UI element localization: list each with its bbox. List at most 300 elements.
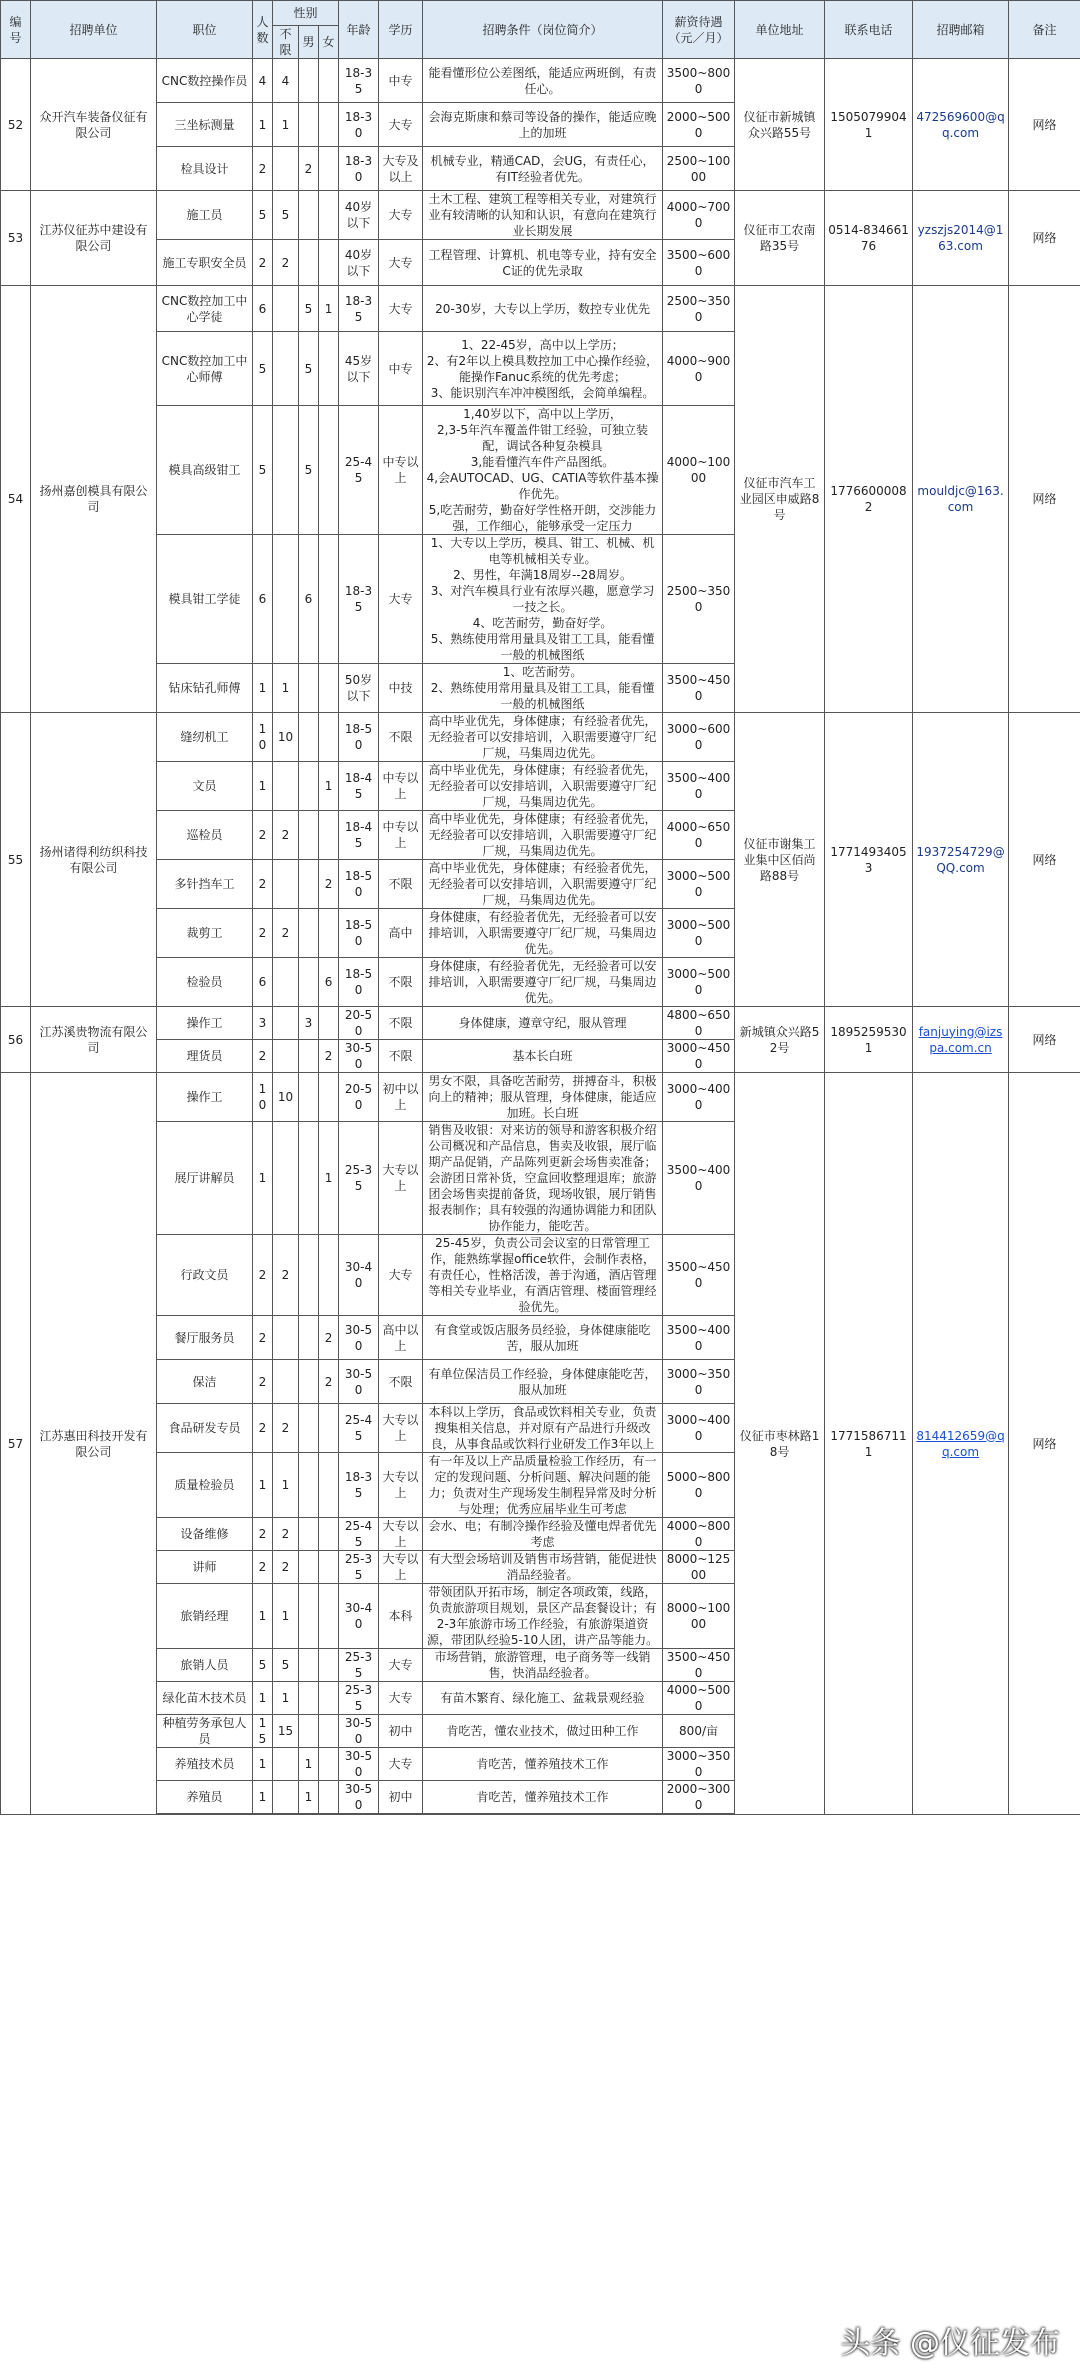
cell-note: 网络: [1009, 286, 1080, 713]
cell-age: 50岁以下: [339, 664, 379, 713]
cell-age: 18-30: [339, 103, 379, 147]
cell-count: 2: [253, 860, 273, 909]
cell-age: 25-35: [339, 1649, 379, 1682]
cell-count: 2: [253, 1360, 273, 1404]
cell-edu: 大专及以上: [379, 147, 423, 191]
cell-cond: 肯吃苦，懂养殖技术工作: [423, 1781, 663, 1814]
cell-position: CNC数控加工中心师傅: [157, 332, 253, 406]
cell-address: 仪征市工农南路35号: [735, 191, 825, 286]
cell-salary: 3000~5000: [663, 909, 735, 958]
cell-gender-male: [299, 103, 319, 147]
cell-count: 1: [253, 664, 273, 713]
cell-cond: 机械专业，精通CAD，会UG，有责任心，有IT经验者优先。: [423, 147, 663, 191]
cell-age: 18-50: [339, 909, 379, 958]
cell-edu: 中专: [379, 332, 423, 406]
cell-age: 18-35: [339, 59, 379, 103]
cell-age: 25-45: [339, 406, 379, 535]
cell-gender-any: 1: [273, 103, 299, 147]
cell-salary: 4000~8000: [663, 1518, 735, 1551]
cell-gender-female: [319, 811, 339, 860]
cell-gender-any: 2: [273, 811, 299, 860]
table-row: [1, 191, 1080, 240]
cell-gender-male: [299, 1453, 319, 1518]
cell-gender-male: [299, 860, 319, 909]
cell-salary: 8000~12500: [663, 1551, 735, 1584]
cell-gender-any: 2: [273, 1518, 299, 1551]
cell-count: 1: [253, 1781, 273, 1814]
header-row-1: [1, 1, 1080, 26]
cell-cond: 20-30岁，大专以上学历，数控专业优先: [423, 286, 663, 332]
cell-cond: 1、22-45岁，高中以上学历； 2、有2年以上模具数控加工中心操作经验，能操作Fanuc系统的优先考虑； 3、能识别汽车冲冲模图纸，会简单编程。: [423, 332, 663, 406]
cell-salary: 3000~4000: [663, 1073, 735, 1122]
cell-gender-female: 2: [319, 1360, 339, 1404]
cell-age: 30-50: [339, 1781, 379, 1814]
cell-address: 仪征市谢集工业集中区佰尚路88号: [735, 713, 825, 1007]
cell-gender-any: [273, 1007, 299, 1040]
cell-position: 施工专职安全员: [157, 240, 253, 286]
cell-salary: 3500~4000: [663, 762, 735, 811]
cell-count: 2: [253, 147, 273, 191]
cell-salary: 4000~6500: [663, 811, 735, 860]
cell-edu: 大专: [379, 1235, 423, 1316]
cell-position: 养殖技术员: [157, 1748, 253, 1781]
cell-position: 施工员: [157, 191, 253, 240]
cell-age: 25-35: [339, 1682, 379, 1715]
cell-cond: 1、大专以上学历，模具、钳工、机械、机电等机械相关专业。 2、男性，年满18周岁--28周岁。 3、对汽车模具行业有浓厚兴趣，愿意学习一技之长。 4、吃苦耐劳，勤奋好学。 5、熟练使用常用量具及钳工工具，能看懂一般的机械图纸: [423, 535, 663, 664]
cell-gender-any: 1: [273, 1584, 299, 1649]
cell-gender-any: 2: [273, 240, 299, 286]
cell-salary: 3000~5000: [663, 860, 735, 909]
cell-gender-female: [319, 909, 339, 958]
cell-count: 6: [253, 958, 273, 1007]
cell-salary: 2500~3500: [663, 286, 735, 332]
cell-salary: 3000~6000: [663, 713, 735, 762]
cell-count: 2: [253, 909, 273, 958]
cell-gender-male: 6: [299, 535, 319, 664]
cell-gender-female: 1: [319, 1122, 339, 1235]
cell-gender-any: [273, 406, 299, 535]
header-address: 单位地址: [735, 1, 825, 59]
header-gender-female: 女: [319, 26, 339, 59]
cell-gender-any: [273, 147, 299, 191]
cell-position: 钻床钻孔师傅: [157, 664, 253, 713]
cell-age: 40岁以下: [339, 240, 379, 286]
cell-edu: 大专以上: [379, 1551, 423, 1584]
cell-gender-female: [319, 1682, 339, 1715]
cell-position: 裁剪工: [157, 909, 253, 958]
cell-edu: 中专以上: [379, 811, 423, 860]
cell-gender-male: [299, 909, 319, 958]
cell-salary: 800/亩: [663, 1715, 735, 1748]
cell-age: 20-50: [339, 1007, 379, 1040]
cell-cond: 有食堂或饭店服务员经验，身体健康能吃苦，服从加班: [423, 1316, 663, 1360]
cell-gender-female: [319, 332, 339, 406]
cell-age: [339, 1814, 379, 1815]
cell-phone: 0514-83466176: [825, 191, 913, 286]
cell-edu: 初中以上: [379, 1073, 423, 1122]
cell-no: 56: [1, 1007, 31, 1073]
cell-email: 1937254729@QQ.com: [913, 713, 1009, 1007]
cell-count: 1: [253, 103, 273, 147]
cell-cond: 肯吃苦，懂农业技术，做过田种工作: [423, 1715, 663, 1748]
cell-gender-male: [299, 240, 319, 286]
cell-phone: 18952595301: [825, 1007, 913, 1073]
cell-gender-female: 2: [319, 1316, 339, 1360]
cell-gender-male: 1: [299, 1748, 319, 1781]
cell-salary: 5000~8000: [663, 1453, 735, 1518]
cell-gender-any: [273, 1748, 299, 1781]
header-gender: 性别: [273, 1, 339, 26]
cell-cond: 身体健康，有经验者优先，无经验者可以安排培训，入职需要遵守厂纪厂规，马集周边优先。: [423, 958, 663, 1007]
cell-cond: 1,40岁以下，高中以上学历， 2,3-5年汽车覆盖件钳工经验，可独立装配，调试各种复杂模具 3,能看懂汽车件产品图纸。 4,会AUTOCAD、UG、CATIA等软件基本操作优先。 5,吃苦耐劳，勤奋好学性格开朗，交涉能力强，工作细心，能够承受一定压力: [423, 406, 663, 535]
header-phone: 联系电话: [825, 1, 913, 59]
cell-gender-female: [319, 1584, 339, 1649]
cell-age: 30-50: [339, 1040, 379, 1073]
cell-age: 18-50: [339, 713, 379, 762]
cell-age: 20-50: [339, 1073, 379, 1122]
cell-gender-any: 2: [273, 1235, 299, 1316]
cell-count: 6: [253, 286, 273, 332]
cell-count: 5: [253, 332, 273, 406]
header-no: 编号: [1, 1, 31, 59]
cell-gender-female: [319, 59, 339, 103]
cell-gender-female: [319, 1007, 339, 1040]
cell-position: 质量检验员: [157, 1453, 253, 1518]
cell-gender-female: 1: [319, 286, 339, 332]
cell-edu: 本科: [379, 1584, 423, 1649]
cell-edu: [379, 1814, 423, 1815]
cell-gender-female: [319, 406, 339, 535]
cell-gender-male: [299, 1040, 319, 1073]
cell-note: 网络: [1009, 191, 1080, 286]
cell-count: 1: [253, 1682, 273, 1715]
cell-edu: 大专以上: [379, 1404, 423, 1453]
cell-gender-any: [273, 535, 299, 664]
cell-cond: 销售及收银：对来访的领导和游客积极介绍公司概况和产品信息，售卖及收银，展厅临期产品促销，产品陈列更新会场售卖准备；会游团日常补货，空盒回收整理退库；旅游团会场售卖提前备货，现场收银，展厅销售报表制作；具有较强的沟通协调能力和团队协作能力，能吃苦。: [423, 1122, 663, 1235]
cell-position: 旅销人员: [157, 1649, 253, 1682]
cell-note: 网络: [1009, 1073, 1080, 1815]
cell-position: 养殖员: [157, 1781, 253, 1814]
cell-edu: 高中: [379, 909, 423, 958]
table-row: [1, 1073, 1080, 1122]
cell-age: 40岁以下: [339, 191, 379, 240]
cell-age: 25-35: [339, 1122, 379, 1235]
cell-salary: [663, 1814, 735, 1815]
cell-gender-male: [299, 762, 319, 811]
cell-gender-female: [319, 713, 339, 762]
table-row: [1, 1007, 1080, 1040]
header-note: 备注: [1009, 1, 1080, 59]
cell-count: 10: [253, 1073, 273, 1122]
cell-email: fanjuying@izspa.com.cn: [913, 1007, 1009, 1073]
cell-position: 讲师: [157, 1551, 253, 1584]
cell-gender-female: [319, 1649, 339, 1682]
cell-cond: 男女不限，具备吃苦耐劳，拼搏奋斗，积极向上的精神；服从管理，身体健康，能适应加班。长白班: [423, 1073, 663, 1122]
cell-age: 18-45: [339, 811, 379, 860]
cell-gender-any: [273, 1122, 299, 1235]
cell-salary: 3000~4000: [663, 1404, 735, 1453]
cell-position: 三坐标测量: [157, 103, 253, 147]
cell-gender-male: [299, 1814, 319, 1815]
header-gender-male: 男: [299, 26, 319, 59]
cell-cond: 有大型会场培训及销售市场营销，能促进快消品经验者。: [423, 1551, 663, 1584]
cell-count: 1: [253, 762, 273, 811]
cell-gender-male: [299, 1235, 319, 1316]
cell-phone: 17715867111: [825, 1073, 913, 1815]
cell-count: 2: [253, 1551, 273, 1584]
cell-edu: 中专以上: [379, 762, 423, 811]
cell-gender-any: 15: [273, 1715, 299, 1748]
cell-email: 814412659@qq.com: [913, 1073, 1009, 1815]
cell-gender-male: [299, 958, 319, 1007]
cell-gender-any: [273, 860, 299, 909]
cell-count: 2: [253, 1404, 273, 1453]
cell-position: 理货员: [157, 1040, 253, 1073]
cell-gender-any: 1: [273, 1453, 299, 1518]
cell-gender-male: [299, 1551, 319, 1584]
cell-cond: 土木工程、建筑工程等相关专业，对建筑行业有较清晰的认知和认识，有意向在建筑行业长期发展: [423, 191, 663, 240]
cell-gender-male: [299, 191, 319, 240]
cell-position: 保洁: [157, 1360, 253, 1404]
cell-gender-female: [319, 1235, 339, 1316]
cell-gender-male: [299, 1073, 319, 1122]
header-email: 招聘邮箱: [913, 1, 1009, 59]
cell-count: 3: [253, 1007, 273, 1040]
cell-cond: 市场营销，旅游管理，电子商务等一线销售，快消品经验者。: [423, 1649, 663, 1682]
cell-salary: 3500~6000: [663, 240, 735, 286]
cell-position: 旅销经理: [157, 1584, 253, 1649]
cell-position: 绿化苗木技术员: [157, 1682, 253, 1715]
cell-edu: 大专以上: [379, 1453, 423, 1518]
cell-gender-male: [299, 1715, 319, 1748]
cell-edu: 中专以上: [379, 406, 423, 535]
cell-salary: 4000~9000: [663, 332, 735, 406]
cell-company: 江苏仪征苏中建设有限公司: [31, 191, 157, 286]
cell-edu: 初中: [379, 1715, 423, 1748]
cell-gender-any: 4: [273, 59, 299, 103]
cell-count: 2: [253, 240, 273, 286]
cell-gender-male: [299, 1360, 319, 1404]
cell-edu: 不限: [379, 1360, 423, 1404]
cell-salary: 3000~4500: [663, 1040, 735, 1073]
cell-gender-female: [319, 240, 339, 286]
cell-cond: 高中毕业优先，身体健康；有经验者优先，无经验者可以安排培训，入职需要遵守厂纪厂规，马集周边优先。: [423, 860, 663, 909]
cell-cond: 有苗木繁育、绿化施工、盆栽景观经验: [423, 1682, 663, 1715]
cell-count: 1: [253, 1122, 273, 1235]
cell-no: 53: [1, 191, 31, 286]
cell-edu: 高中以上: [379, 1316, 423, 1360]
cell-position: CNC数控操作员: [157, 59, 253, 103]
cell-cond: 高中毕业优先，身体健康；有经验者优先，无经验者可以安排培训，入职需要遵守厂纪厂规，马集周边优先。: [423, 762, 663, 811]
cell-cond: 本科以上学历，食品或饮料相关专业，负责搜集相关信息，并对原有产品进行升级改良，从事食品或饮料行业研发工作3年以上: [423, 1404, 663, 1453]
cell-edu: 大专: [379, 191, 423, 240]
cell-cond: 带领团队开拓市场，制定各项政策，线路，负责旅游项目规划，景区产品套餐设计；有2-3年旅游市场工作经验，有旅游渠道资源，带团队经验5-10人团，讲产品等能力。: [423, 1584, 663, 1649]
cell-edu: 大专: [379, 535, 423, 664]
cell-gender-male: [299, 1316, 319, 1360]
cell-count: 5: [253, 1649, 273, 1682]
cell-gender-male: 5: [299, 332, 319, 406]
header-gender-any: 不限: [273, 26, 299, 59]
cell-edu: 大专以上: [379, 1122, 423, 1235]
cell-no: 57: [1, 1073, 31, 1815]
cell-position: 行政文员: [157, 1235, 253, 1316]
cell-cond: 基本长白班: [423, 1040, 663, 1073]
cell-age: 18-35: [339, 1453, 379, 1518]
cell-gender-male: [299, 664, 319, 713]
cell-position: 餐厅服务员: [157, 1316, 253, 1360]
cell-note: 网络: [1009, 59, 1080, 191]
cell-position: 种植劳务承包人员: [157, 1715, 253, 1748]
cell-age: 18-50: [339, 958, 379, 1007]
cell-gender-male: [299, 713, 319, 762]
cell-company: 扬州嘉创模具有限公司: [31, 286, 157, 713]
cell-no: 52: [1, 59, 31, 191]
cell-gender-male: 5: [299, 406, 319, 535]
cell-no: 54: [1, 286, 31, 713]
cell-gender-any: 5: [273, 1649, 299, 1682]
cell-edu: 不限: [379, 860, 423, 909]
cell-count: 6: [253, 535, 273, 664]
cell-gender-any: 5: [273, 191, 299, 240]
cell-gender-female: 2: [319, 1040, 339, 1073]
cell-edu: 中技: [379, 664, 423, 713]
header-position: 职位: [157, 1, 253, 59]
cell-count: 2: [253, 1518, 273, 1551]
cell-phone: 17714934053: [825, 713, 913, 1007]
cell-edu: 大专: [379, 1682, 423, 1715]
header-count: 人数: [253, 1, 273, 59]
cell-position: 模具钳工学徒: [157, 535, 253, 664]
cell-no: 55: [1, 713, 31, 1007]
cell-gender-any: [273, 762, 299, 811]
cell-edu: 初中: [379, 1781, 423, 1814]
cell-gender-female: [319, 1715, 339, 1748]
cell-salary: 3500~4500: [663, 1235, 735, 1316]
cell-position: 检具设计: [157, 147, 253, 191]
cell-salary: 4800~6500: [663, 1007, 735, 1040]
cell-gender-female: [319, 1518, 339, 1551]
cell-count: 5: [253, 406, 273, 535]
cell-age: 30-50: [339, 1360, 379, 1404]
cell-count: 4: [253, 59, 273, 103]
cell-salary: 3500~4000: [663, 1316, 735, 1360]
header-cond: 招聘条件（岗位简介）: [423, 1, 663, 59]
cell-position: 展厅讲解员: [157, 1122, 253, 1235]
cell-age: 30-50: [339, 1715, 379, 1748]
cell-count: 1: [253, 1748, 273, 1781]
cell-gender-female: [319, 664, 339, 713]
cell-address: 仪征市汽车工业园区申威路8号: [735, 286, 825, 713]
cell-cond: 高中毕业优先，身体健康；有经验者优先，无经验者可以安排培训，入职需要遵守厂纪厂规，马集周边优先。: [423, 713, 663, 762]
table-row: [1, 286, 1080, 332]
cell-cond: 会水、电；有制冷操作经验及懂电焊者优先考虑: [423, 1518, 663, 1551]
cell-edu: 不限: [379, 1007, 423, 1040]
cell-gender-male: [299, 1682, 319, 1715]
cell-cond: 25-45岁，负责公司会议室的日常管理工作，能熟练掌握office软件，会制作表格，有责任心，性格活泼，善于沟通，酒店管理等相关专业毕业，有酒店管理、楼面管理经验优先。: [423, 1235, 663, 1316]
cell-cond: 身体健康，有经验者优先，无经验者可以安排培训，入职需要遵守厂纪厂规，马集周边优先。: [423, 909, 663, 958]
cell-edu: 不限: [379, 958, 423, 1007]
cell-company: 江苏溪贵物流有限公司: [31, 1007, 157, 1073]
cell-age: 18-35: [339, 286, 379, 332]
cell-salary: 2500~10000: [663, 147, 735, 191]
cell-gender-any: 10: [273, 713, 299, 762]
cell-cond: 工程管理、计算机、机电等专业，持有安全C证的优先录取: [423, 240, 663, 286]
cell-phone: 15050799041: [825, 59, 913, 191]
cell-position: [157, 1814, 253, 1815]
table-row: [1, 713, 1080, 762]
cell-count: 5: [253, 191, 273, 240]
cell-gender-any: 2: [273, 909, 299, 958]
cell-count: 2: [253, 811, 273, 860]
cell-salary: 4000~10000: [663, 406, 735, 535]
cell-gender-any: [273, 1040, 299, 1073]
header-salary: 薪资待遇 （元／月）: [663, 1, 735, 59]
cell-edu: 不限: [379, 1040, 423, 1073]
cell-gender-any: 1: [273, 664, 299, 713]
cell-edu: 大专: [379, 1748, 423, 1781]
cell-age: 25-45: [339, 1518, 379, 1551]
cell-gender-female: [319, 1073, 339, 1122]
cell-salary: 4000~7000: [663, 191, 735, 240]
cell-email: 472569600@qq.com: [913, 59, 1009, 191]
cell-gender-male: 3: [299, 1007, 319, 1040]
cell-address: 仪征市新城镇众兴路55号: [735, 59, 825, 191]
cell-age: 18-35: [339, 535, 379, 664]
cell-edu: 大专: [379, 286, 423, 332]
cell-cond: 有一年及以上产品质量检验工作经历，有一定的发现问题、分析问题、解决问题的能力；负责对生产现场发生制程异常及时分析与处理；优秀应届毕业生可考虑: [423, 1453, 663, 1518]
cell-gender-female: [319, 1551, 339, 1584]
watermark: 头条 @仪征发布: [840, 2326, 1060, 2361]
cell-gender-any: 2: [273, 1404, 299, 1453]
cell-age: 30-40: [339, 1235, 379, 1316]
cell-position: 检验员: [157, 958, 253, 1007]
cell-salary: 3500~8000: [663, 59, 735, 103]
cell-gender-any: 1: [273, 1682, 299, 1715]
cell-age: 30-50: [339, 1748, 379, 1781]
cell-age: 30-40: [339, 1584, 379, 1649]
cell-gender-female: [319, 103, 339, 147]
cell-edu: 大专以上: [379, 1518, 423, 1551]
cell-position: CNC数控加工中心学徒: [157, 286, 253, 332]
cell-gender-any: [273, 1781, 299, 1814]
cell-email: yzszjs2014@163.com: [913, 191, 1009, 286]
cell-age: 18-30: [339, 147, 379, 191]
cell-count: 1: [253, 1584, 273, 1649]
cell-salary: 3500~4500: [663, 664, 735, 713]
cell-company: 江苏惠田科技开发有限公司: [31, 1073, 157, 1815]
cell-count: 2: [253, 1316, 273, 1360]
cell-edu: 大专: [379, 240, 423, 286]
cell-cond: 有单位保洁员工作经验，身体健康能吃苦，服从加班: [423, 1360, 663, 1404]
cell-gender-any: 10: [273, 1073, 299, 1122]
cell-position: 设备维修: [157, 1518, 253, 1551]
cell-gender-male: [299, 1404, 319, 1453]
cell-salary: 3000~3500: [663, 1748, 735, 1781]
cell-gender-any: [273, 286, 299, 332]
cell-position: 操作工: [157, 1007, 253, 1040]
cell-gender-female: [319, 1781, 339, 1814]
cell-cond: 身体健康，遵章守纪，服从管理: [423, 1007, 663, 1040]
header-age: 年龄: [339, 1, 379, 59]
cell-phone: 17766000082: [825, 286, 913, 713]
cell-gender-male: [299, 1518, 319, 1551]
cell-gender-female: [319, 191, 339, 240]
header-edu: 学历: [379, 1, 423, 59]
cell-age: 30-50: [339, 1316, 379, 1360]
table-body: [1, 59, 1080, 1815]
cell-position: 模具高级钳工: [157, 406, 253, 535]
cell-gender-female: 2: [319, 860, 339, 909]
